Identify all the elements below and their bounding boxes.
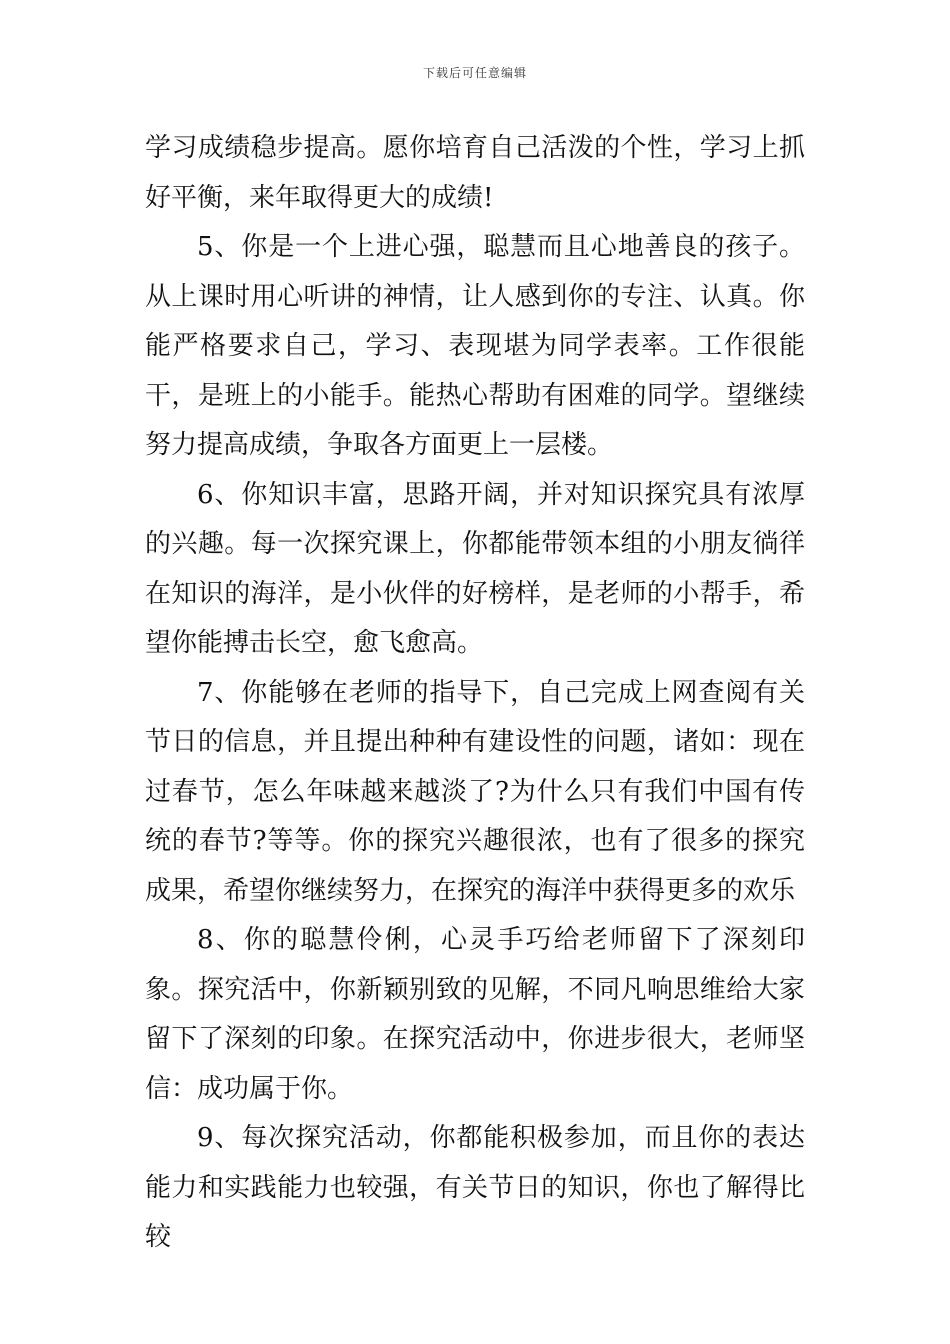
paragraph-4: 7、你能够在老师的指导下，自己完成上网查阅有关节日的信息，并且提出种种有建设性的问题，诸如：现在过春节，怎么年味越来越淡了?为什么只有我们中国有传统的春节?等等。你的探究兴趣很浓，也有了很多的探究成果，希望你继续努力，在探究的海洋中获得更多的欢乐 (145, 677, 805, 906)
paragraph-1: 学习成绩稳步提高。愿你培育自己活泼的个性，学习上抓好平衡，来年取得更大的成绩! (145, 133, 805, 213)
paragraph-3: 6、你知识丰富，思路开阔，并对知识探究具有浓厚的兴趣。每一次探究课上，你都能带领本组的小朋友徜徉在知识的海洋，是小伙伴的好榜样，是老师的小帮手，希望你能搏击长空，愈飞愈高。 (145, 479, 805, 658)
paragraph-6: 9、每次探究活动，你都能积极参加，而且你的表达能力和实践能力也较强，有关节日的知识，你也了解得比较 (145, 1123, 805, 1252)
paragraph-5: 8、你的聪慧伶俐，心灵手巧给老师留下了深刻印象。探究活中，你新颖别致的见解，不同凡响思维给大家留下了深刻的印象。在探究活动中，你进步很大，老师坚信：成功属于你。 (145, 925, 805, 1104)
page-header-note: 下载后可任意编辑 (422, 66, 527, 80)
document-body (145, 124, 805, 1263)
paragraph-2: 5、你是一个上进心强，聪慧而且心地善良的孩子。从上课时用心听讲的神情，让人感到你的专注、认真。你能严格要求自己，学习、表现堪为同学表率。工作很能干，是班上的小能手。能热心帮助有困难的同学。望继续努力提高成绩，争取各方面更上一层楼。 (145, 232, 805, 460)
